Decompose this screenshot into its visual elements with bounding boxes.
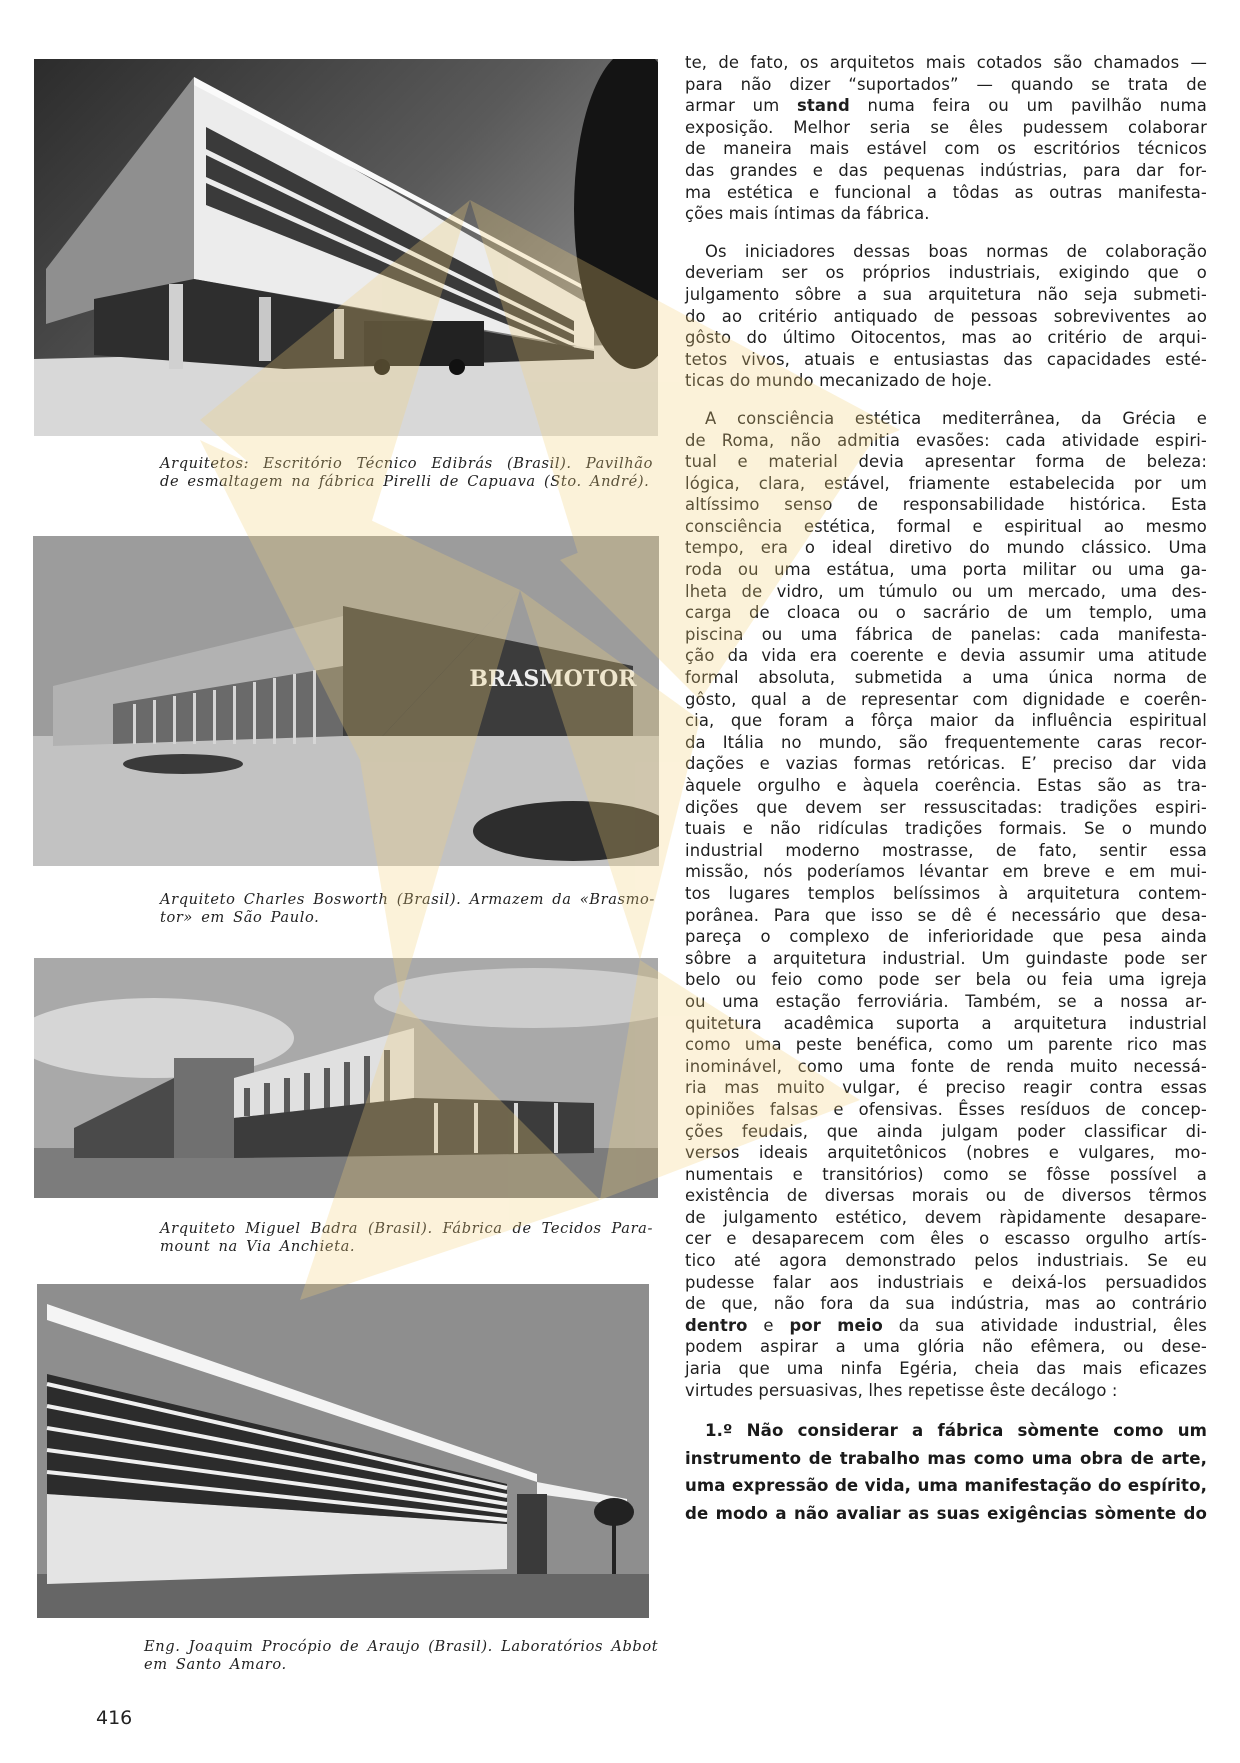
text-line: do ao critério antiquado de pessoas sobreviventes ao	[685, 306, 1207, 326]
text-line: ticas do mundo mecanizado de hoje.	[685, 371, 993, 391]
text-line: de modo a não avaliar as suas exigências sòmente do	[685, 1504, 1207, 1523]
decalogue-item-1	[685, 1417, 1207, 1527]
text-line: ma estética e funcional a tôdas as outras manifesta-	[685, 182, 1207, 202]
text-line: piscina ou uma fábrica de panelas: cada manifesta-	[685, 624, 1207, 644]
text-line: ou uma estação ferroviária. Também, se a nossa ar-	[685, 991, 1207, 1011]
building-photo-1	[34, 59, 658, 436]
text-line: àquele orgulho e àquela coerência. Estas são as tra-	[685, 776, 1207, 795]
caption-line: Arquitetos: Escritório Técnico Edibrás (Brasil). Pavilhão	[160, 455, 653, 472]
text-line: porânea. Para que isso se dê é necessário que desa-	[685, 905, 1207, 925]
text-line: tuais e não ridículas tradições formais. Se o mundo	[685, 819, 1207, 839]
paragraph-2	[685, 241, 1207, 392]
photo-abbot-laboratories	[37, 1284, 649, 1618]
building-photo-3	[34, 958, 658, 1198]
text-line: belo ou feio como pode ser bela ou feia uma igreja	[685, 970, 1207, 990]
text-line: virtudes persuasivas, lhes repetisse êste decálogo :	[685, 1380, 1118, 1400]
text-line: deveriam ser os próprios industriais, exigindo que o	[685, 263, 1207, 283]
text-line: tico até agora demonstrado pelos industriais. Se eu	[685, 1251, 1207, 1271]
text-line: 1.º Não considerar a fábrica sòmente como um	[705, 1421, 1207, 1441]
text-line: cer e desaparecem com êles o escasso orgulho artís-	[685, 1229, 1207, 1249]
caption-line: Arquiteto Miguel Badra (Brasil). Fábrica de Tecidos Para-	[160, 1220, 653, 1237]
article-body	[685, 52, 1207, 1528]
text-line: opiniões falsas e ofensivas. Êsses resíduos de concep-	[685, 1099, 1207, 1119]
text-line: industrial moderno mostrasse, de fato, sentir essa	[685, 840, 1207, 860]
text-line: de que, não fora da sua indústria, mas ao contrário	[685, 1294, 1207, 1314]
emphasis: por meio	[789, 1315, 883, 1335]
caption-line: mount na Via Anchieta.	[160, 1238, 356, 1255]
caption-line: em Santo Amaro.	[144, 1656, 287, 1673]
text-line: da Itália no mundo, são frequentemente caras recor-	[685, 732, 1207, 752]
text-line: existência de diversas morais ou de diversos têrmos	[685, 1186, 1207, 1206]
text-line: sôbre a arquitetura industrial. Um guindaste pode ser	[685, 948, 1207, 968]
text-line: lógica, clara, estável, friamente estabelecida por um	[685, 473, 1207, 493]
text-line: ções feudais, que ainda julgam poder classificar di-	[685, 1121, 1207, 1141]
page-number: 416	[96, 1707, 133, 1729]
photo-paramount-factory	[34, 958, 658, 1198]
figure-caption-4	[144, 1638, 659, 1674]
text-line: carga de cloaca ou o sacrário de um templo, uma	[685, 603, 1207, 623]
text-line: dições que devem ser ressuscitadas: tradições espiri-	[685, 797, 1207, 817]
text-line: tual e material devia apresentar forma de beleza:	[685, 452, 1207, 472]
text-line: roda ou uma estátua, uma porta militar ou uma ga-	[685, 560, 1207, 580]
photo-pirelli-pavilion	[34, 59, 658, 436]
text-line: consciência estética, formal e espiritual ao mesmo	[685, 516, 1207, 536]
text-line: versos ideais arquitetônicos (nobres e vulgares, mo-	[685, 1143, 1207, 1163]
text-line: missão, nós poderíamos lévantar em breve e em mui-	[685, 862, 1207, 882]
text-line: exposição. Melhor seria se êles pudessem colaborar	[685, 117, 1207, 137]
paragraph-3	[685, 408, 1207, 1401]
text-line: podem aspirar a uma glória não efêmera, ou dese-	[685, 1337, 1207, 1357]
figure-caption-2	[160, 891, 653, 927]
caption-line: Arquiteto Charles Bosworth (Brasil). Armazem da «Brasmo-	[160, 891, 655, 908]
text-line: de maneira mais estável com os escritórios técnicos	[685, 139, 1207, 159]
figure-caption-3	[160, 1220, 653, 1256]
text-line: quitetura acadêmica suporta a arquitetura industrial	[685, 1013, 1207, 1033]
photo-brasmotor-warehouse	[33, 536, 659, 866]
caption-line: de esmaltagem na fábrica Pirelli de Capuava (Sto. André).	[160, 473, 650, 490]
emphasis: stand	[797, 96, 850, 116]
text-line: dentro e por meio da sua atividade industrial, êles	[685, 1315, 1207, 1335]
text-line: altíssimo senso de responsabilidade histórica. Esta	[685, 495, 1207, 515]
text-line: instrumento de trabalho mas como uma obra de arte,	[685, 1448, 1207, 1468]
text-line: uma expressão de vida, uma manifestação do espírito,	[685, 1476, 1207, 1496]
text-line: tetos vivos, atuais e entusiastas das capacidades esté-	[685, 349, 1207, 369]
text-line: jaria que uma ninfa Egéria, cheia das mais eficazes	[685, 1359, 1207, 1379]
text-line: pareça o complexo de inferioridade que pesa ainda	[685, 927, 1207, 947]
building-photo-4	[37, 1284, 649, 1618]
text-line: numentais e transitórios) como se fôsse possível a	[685, 1164, 1207, 1184]
text-line: gôsto, qual a de representar com dignidade e coerên-	[685, 689, 1207, 709]
text-line: ria mas muito vulgar, é preciso reagir contra essas	[685, 1078, 1207, 1098]
text-line: para não dizer “suportados” — quando se trata de	[685, 74, 1207, 94]
text-line: tos lugares templos belíssimos à arquitetura contem-	[685, 883, 1207, 903]
emphasis: dentro	[685, 1315, 748, 1335]
text-line: dações e vazias formas retóricas. E’ preciso dar vida	[685, 754, 1207, 774]
brasmotor-sign: BRASMOTOR	[469, 666, 637, 692]
text-line: como uma peste benéfica, como um parente rico mas	[685, 1035, 1207, 1055]
text-line: das grandes e das pequenas indústrias, para dar for-	[685, 160, 1207, 180]
text-line: de Roma, não admitia evasões: cada atividade espiri-	[685, 430, 1207, 450]
text-line: ções mais íntimas da fábrica.	[685, 204, 930, 224]
text-line: ção da vida era coerente e devia assumir uma atitude	[685, 646, 1207, 666]
text-line: A consciência estética mediterrânea, da Grécia e	[705, 408, 1207, 428]
text-line: formal absoluta, submetida a uma única norma de	[685, 668, 1207, 688]
text-line: lheta de vidro, um túmulo ou um mercado, uma des-	[685, 581, 1207, 601]
caption-line: Eng. Joaquim Procópio de Araujo (Brasil). Laboratórios Abbot	[144, 1638, 659, 1655]
paragraph-1	[685, 52, 1207, 225]
text-line: Os iniciadores dessas boas normas de colaboração	[705, 241, 1207, 261]
text-line: de julgamento estético, devem ràpidamente desapare-	[685, 1207, 1207, 1227]
building-photo-2	[33, 536, 659, 866]
text-line: te, de fato, os arquitetos mais cotados são chamados —	[685, 53, 1207, 72]
caption-line: tor» em São Paulo.	[160, 909, 320, 926]
text-line: cia, que foram a fôrça maior da influência espiritual	[685, 711, 1207, 731]
text-line: gôsto do último Oitocentos, mas ao critério de arqui-	[685, 328, 1207, 348]
text-line: julgamento sôbre a sua arquitetura não seja submeti-	[685, 284, 1207, 304]
text-line: armar um stand numa feira ou um pavilhão numa	[685, 96, 1207, 116]
text-line: tempo, era o ideal diretivo do mundo clássico. Uma	[685, 538, 1207, 558]
text-line: inominável, como uma fonte de renda muito necessá-	[685, 1056, 1207, 1076]
figure-caption-1	[160, 455, 653, 491]
text-line: pudesse falar aos industriais e deixá-los persuadidos	[685, 1272, 1207, 1292]
